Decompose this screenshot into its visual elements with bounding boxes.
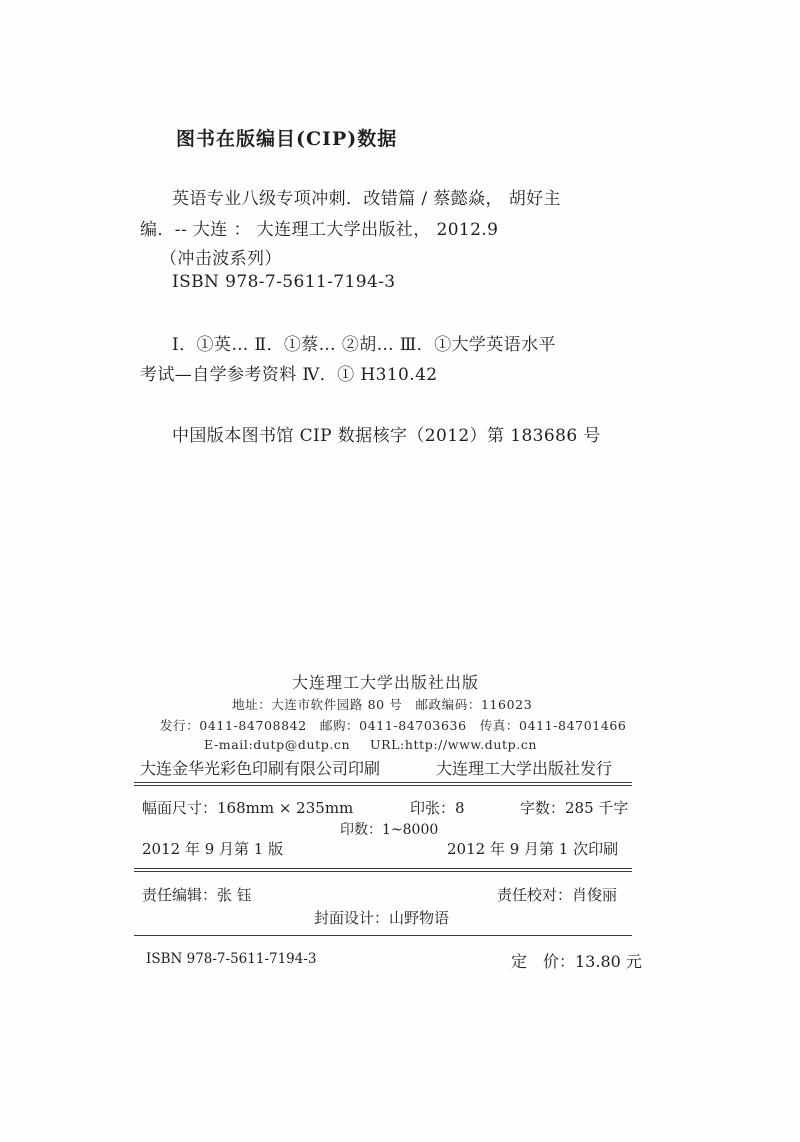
publisher-line: 大连理工大学出版社出版 bbox=[292, 673, 480, 692]
cip-entry-line-2: 编．-- 大连 ： 大连理工大学出版社， 2012.9 bbox=[140, 220, 499, 240]
cip-heading: 图书在版编目(CIP)数据 bbox=[176, 128, 398, 150]
format-text: 幅面尺寸：168mm × 235mm bbox=[142, 799, 354, 817]
phone-line: 发行：0411-84708842 邮购：0411-84703636 传真：0411-84701466 bbox=[160, 718, 627, 733]
email-text: E-mail:dutp@dutp.cn bbox=[204, 737, 351, 752]
cip-isbn: ISBN 978-7-5611-7194-3 bbox=[172, 272, 396, 292]
printing-text: 2012 年 9 月第 1 次印刷 bbox=[447, 840, 619, 858]
cip-record-number: 中国版本图书馆 CIP 数据核字（2012）第 183686 号 bbox=[172, 426, 601, 446]
cip-subject-line-1: Ⅰ．①英… Ⅱ．①蔡… ②胡… Ⅲ．①大学英语水平 bbox=[172, 335, 556, 355]
address-line: 地址：大连市软件园路 80 号 邮政编码：116023 bbox=[232, 697, 533, 712]
editor-text: 责任编辑：张 钰 bbox=[142, 886, 252, 904]
cover-design-text: 封面设计：山野物语 bbox=[314, 909, 450, 927]
distributor-text: 大连理工大学出版社发行 bbox=[436, 759, 613, 778]
cip-subject-line-2: 考试—自学参考资料 Ⅳ．① H310.42 bbox=[140, 365, 438, 385]
price-text: 定 价：13.80 元 bbox=[511, 952, 642, 971]
divider-rule bbox=[134, 782, 632, 786]
printer-text: 大连金华光彩色印刷有限公司印刷 bbox=[140, 759, 381, 778]
bottom-isbn-text: ISBN 978-7-5611-7194-3 bbox=[146, 951, 317, 967]
word-count-text: 字数：285 千字 bbox=[520, 799, 629, 817]
url-text: URL:http://www.dutp.cn bbox=[370, 737, 538, 752]
sheets-text: 印张：8 bbox=[410, 799, 465, 817]
divider-rule bbox=[134, 868, 632, 872]
cip-entry-line-1: 英语专业八级专项冲刺．改错篇 / 蔡懿焱， 胡好主 bbox=[172, 189, 561, 209]
print-run-text: 印数：1~8000 bbox=[340, 822, 439, 838]
divider-rule bbox=[134, 935, 632, 936]
proofreader-text: 责任校对：肖俊丽 bbox=[497, 886, 618, 904]
cip-series: （冲击波系列） bbox=[160, 249, 282, 269]
edition-text: 2012 年 9 月第 1 版 bbox=[142, 840, 284, 858]
